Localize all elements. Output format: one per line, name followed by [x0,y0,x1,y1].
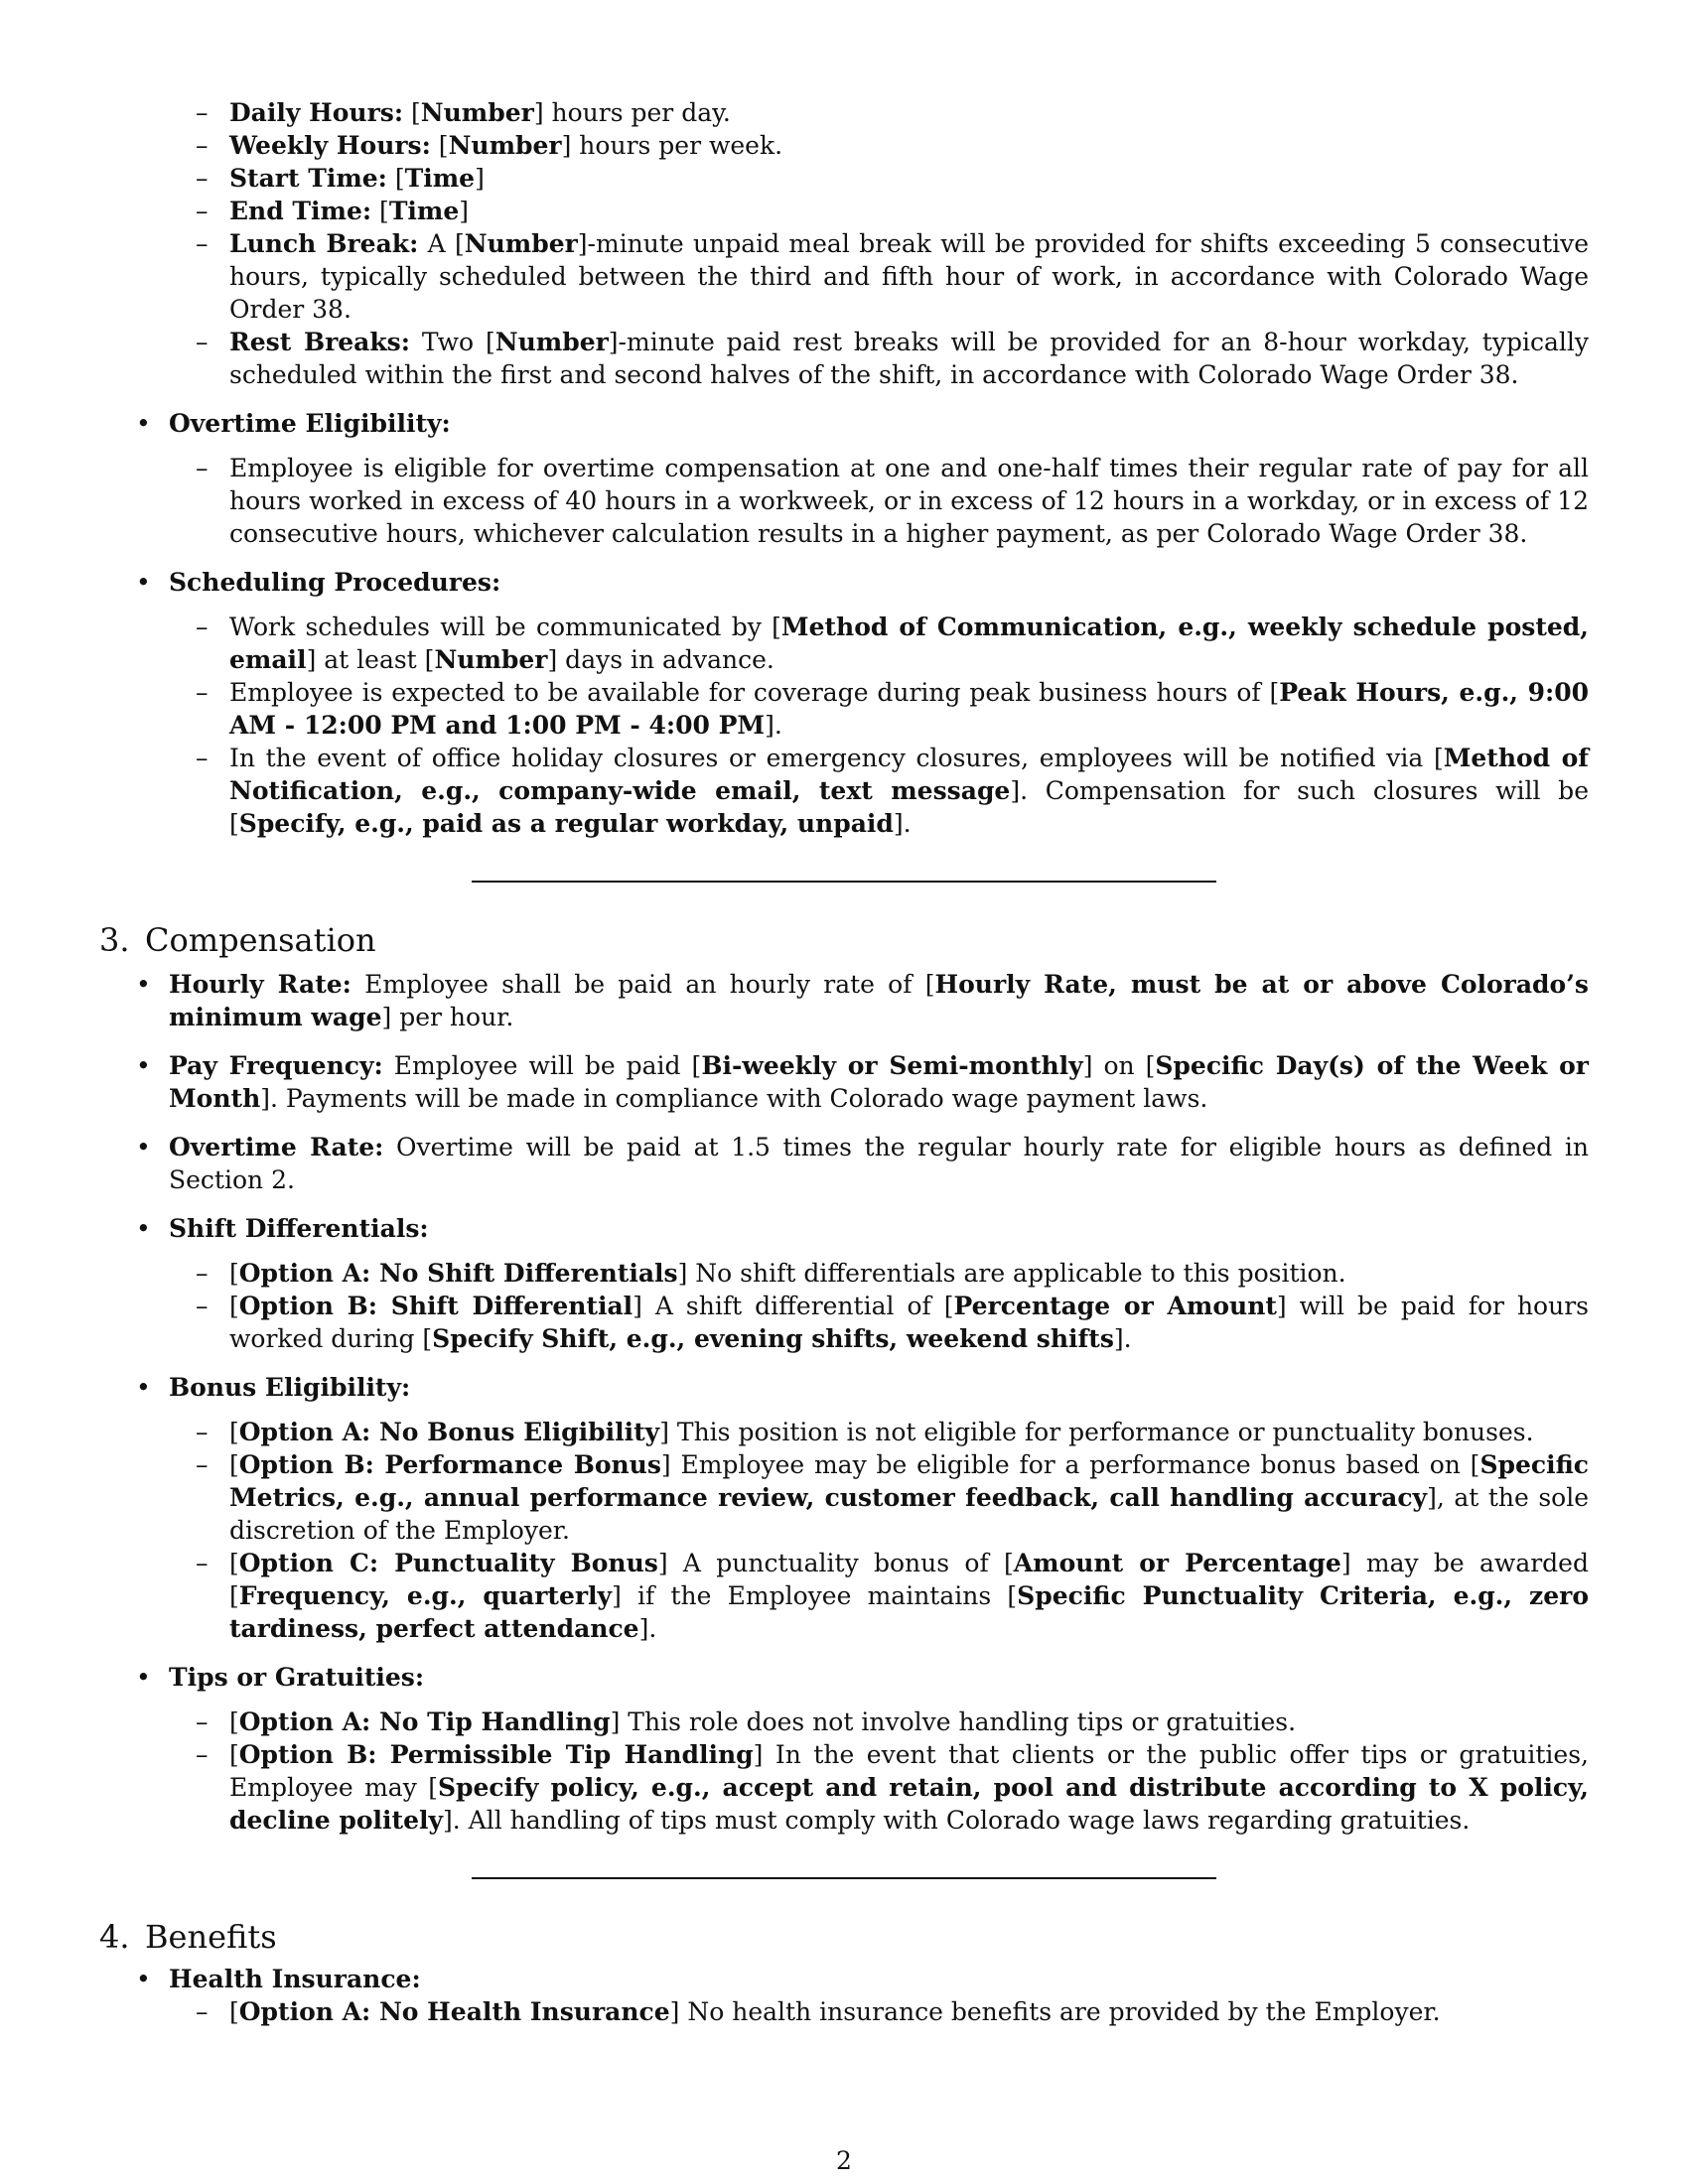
end-time-label: End Time: [229,197,372,225]
start-time-label: Start Time: [229,164,387,193]
health-insurance-title: Health Insurance: [169,1965,421,1993]
placeholder-field: Method of Communication, e.g., weekly schedule posted, email [229,613,1589,674]
placeholder-field: Number [420,98,534,127]
overtime-eligibility-text: – Employee is eligible for overtime compensation at one and one-half times their regular rate of pay for all hours worked in excess of 40 hours in a workweek, or in excess of 12 hours in a workday, or in excess of 12 consecutive hours, whichever calculation results in a higher payment, as per Colorado Wage Order 38. [99,452,1589,550]
shift-option-a: – [Option A: No Shift Differentials] No shift differentials are applicable to this position. [99,1257,1589,1290]
page-number: 2 [836,2146,852,2175]
pay-frequency-bullet: • Pay Frequency: Employee will be paid [Bi-weekly or Semi-monthly] on [Specific Day(s) of the Week or Month]. Payments will be made in compliance with Colorado wage payment laws. [99,1049,1589,1115]
shift-differentials-bullet [99,1212,1589,1355]
daily-hours-label: Daily Hours: [229,98,404,127]
shift-option-b: – [Option B: Shift Differential] A shift differential of [Percentage or Amount] will be paid for hours worked during [Specify Shift, e.g., evening shifts, weekend shifts]. [99,1290,1589,1355]
placeholder-field: Number [448,131,562,160]
bonus-option-b: – [Option B: Performance Bonus] Employee may be eligible for a performance bonus based on [Specific Metrics, e.g., annual performance review, customer feedback, call handling accuracy], at the sole discretion of the Employer. [99,1448,1589,1547]
section-divider [472,1877,1216,1879]
tips-gratuities-title: Tips or Gratuities: [169,1663,425,1692]
weekly-hours-item: – Weekly Hours: [Number] hours per week. [99,129,1589,162]
placeholder-field: Number [434,645,548,674]
schedule-bullets [99,407,1589,840]
placeholder-field: Number [464,229,578,258]
daily-hours-item: – Daily Hours: [Number] hours per day. [99,96,1589,129]
tips-option-b: – [Option B: Permissible Tip Handling] In the event that clients or the public offer tips or gratuities, Employee may [Specify policy, e.g., accept and retain, pool and distribute according to X policy, decline politely]. All handling of tips must comply with Colorado wage laws regarding gratuities. [99,1738,1589,1837]
placeholder-field: Specific Metrics, e.g., annual performance review, customer feedback, call handling accuracy [229,1450,1589,1512]
placeholder-field: Method of Notification, e.g., company-wide email, text message [229,744,1589,805]
section-heading-benefits: 4. Benefits [99,1918,277,1956]
placeholder-field: Percentage or Amount [953,1292,1277,1320]
placeholder-field: Number [494,328,609,356]
scheduling-item-closures: – In the event of office holiday closures or emergency closures, employees will be notified via [Method of Notification, e.g., company-wide email, text message]. Compensation for such closures will be [Specify, e.g., paid as a regular workday, unpaid]. [99,742,1589,840]
section-heading-compensation: 3. Compensation [99,921,376,959]
placeholder-field: Specify policy, e.g., accept and retain, pool and distribute according to X policy, decline politely [229,1773,1589,1835]
rest-breaks-label: Rest Breaks: [229,328,410,356]
weekly-hours-label: Weekly Hours: [229,131,431,160]
lunch-break-item: – Lunch Break: A [Number]-minute unpaid meal break will be provided for shifts exceeding 5 consecutive hours, typically scheduled between the third and fifth hour of work, in accordance with Colorado Wage Order 38. [99,227,1589,326]
page-content [99,96,1589,2028]
placeholder-field: Time [404,164,476,193]
bonus-eligibility-bullet [99,1371,1589,1645]
scheduling-item-communication: – Work schedules will be communicated by [Method of Communication, e.g., weekly schedule posted, email] at least [Number] days in advance. [99,611,1589,676]
scheduling-procedures-title: Scheduling Procedures: [169,568,501,597]
overtime-eligibility-title: Overtime Eligibility: [169,409,451,438]
tips-gratuities-bullet [99,1661,1589,1837]
rest-breaks-item: – Rest Breaks: Two [Number]-minute paid rest breaks will be provided for an 8-hour workday, typically scheduled within the first and second halves of the shift, in accordance with Colorado Wage Order 38. [99,326,1589,391]
bonus-option-a: – [Option A: No Bonus Eligibility] This position is not eligible for performance or punctuality bonuses. [99,1416,1589,1448]
overtime-eligibility-bullet [99,407,1589,550]
tips-option-a: – [Option A: No Tip Handling] This role does not involve handling tips or gratuities. [99,1706,1589,1738]
placeholder-field: Frequency, e.g., quarterly [238,1581,613,1610]
placeholder-field: Amount or Percentage [1013,1549,1341,1577]
overtime-rate-bullet: • Overtime Rate: Overtime will be paid at 1.5 times the regular hourly rate for eligible hours as defined in Section 2. [99,1131,1589,1196]
bonus-option-c: – [Option C: Punctuality Bonus] A punctuality bonus of [Amount or Percentage] may be awarded [Frequency, e.g., quarterly] if the Employee maintains [Specific Punctuality Criteria, e.g., zero tardiness, perfect attendance]. [99,1547,1589,1645]
placeholder-field: Time [388,197,460,225]
hourly-rate-bullet: • Hourly Rate: Employee shall be paid an hourly rate of [Hourly Rate, must be at or above Colorado’s minimum wage] per hour. [99,968,1589,1033]
health-option-a: – [Option A: No Health Insurance] No health insurance benefits are provided by the Employer. [99,1995,1589,2028]
end-time-item: – End Time: [Time] [99,195,1589,227]
placeholder-field: Hourly Rate, must be at or above Colorado’s minimum wage [169,970,1589,1031]
scheduling-procedures-bullet [99,566,1589,840]
shift-differentials-title: Shift Differentials: [169,1214,429,1243]
work-schedule-list [99,96,1589,391]
placeholder-field: Peak Hours, e.g., 9:00 AM - 12:00 PM and 1:00 PM - 4:00 PM [229,678,1590,740]
placeholder-field: Specific Day(s) of the Week or Month [169,1051,1589,1113]
benefits-list [99,1963,1589,2028]
bonus-eligibility-title: Bonus Eligibility: [169,1373,411,1402]
placeholder-field: Specify, e.g., paid as a regular workday, unpaid [238,809,894,838]
lunch-break-label: Lunch Break: [229,229,419,258]
placeholder-field: Specify Shift, e.g., evening shifts, weekend shifts [432,1324,1114,1353]
section-divider [472,881,1216,883]
start-time-item: – Start Time: [Time] [99,162,1589,195]
health-insurance-bullet [99,1963,1589,2028]
compensation-list [99,968,1589,1837]
placeholder-field: Bi-weekly or Semi-monthly [701,1051,1083,1080]
scheduling-item-peak-hours: – Employee is expected to be available for coverage during peak business hours of [Peak Hours, e.g., 9:00 AM - 12:00 PM and 1:00 PM - 4:00 PM]. [99,676,1589,742]
placeholder-field: Specific Punctuality Criteria, e.g., zero tardiness, perfect attendance [229,1581,1589,1643]
